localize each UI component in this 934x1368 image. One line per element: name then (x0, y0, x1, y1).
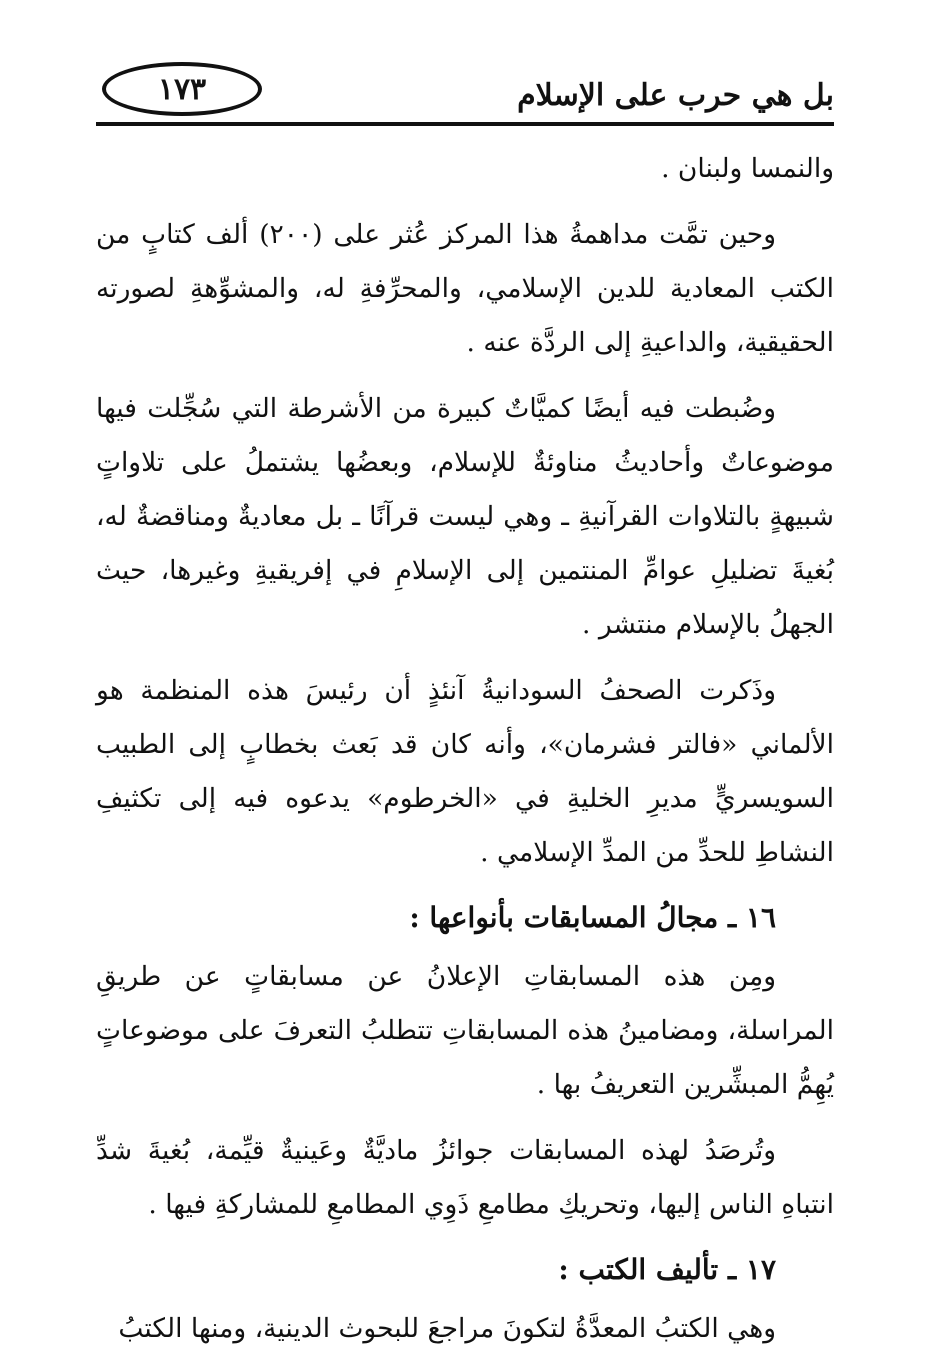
page-number-badge: ١٧٣ (102, 62, 262, 116)
page-body (96, 142, 834, 1368)
paragraph-books: وهي الكتبُ المعدَّةُ لتكونَ مراجعَ للبحوث الدينية، ومنها الكتبُ (118, 1313, 776, 1344)
page-header (96, 58, 834, 128)
header-rule (96, 122, 834, 126)
paragraph-continuation: والنمسا ولبنان . (661, 153, 834, 184)
running-title: بل هي حرب على الإسلام (517, 78, 834, 113)
paragraph-raid: وحين تمَّت مداهمةُ هذا المركز عُثر على (٢٠٠) ألف كتابٍ من الكتب المعادية للدين الإسلامي، والمحرِّفةِ له، والمشوِّهةِ لصورته الحقيقية، والداعيةِ إلى الردَّة عنه . (96, 219, 834, 358)
section-heading-17: ١٧ ـ تأليف الكتب : (558, 1253, 776, 1286)
paragraph-newspapers: وذَكرت الصحفُ السودانيةُ آنئذٍ أن رئيسَ هذه المنظمة هو الألماني «فالتر فشرمان»، وأنه كان قد بَعث بخطابٍ إلى الطبيب السويسريٍّ مديرِ الخليةِ في «الخرطوم» يدعوه فيه إلى تكثيفِ النشاطِ للحدِّ من المدِّ الإسلامي . (96, 675, 834, 868)
paragraph-tapes: وضُبطت فيه أيضًا كميَّاتٌ كبيرة من الأشرطة التي سُجِّلت فيها موضوعاتٌ وأحاديثُ مناوئةٌ للإسلام، وبعضُها يشتملُ على تلاواتٍ شبيهةٍ بالتلاوات القرآنيةِ ـ وهي ليست قرآنًا ـ بل معاديةٌ ومناقضةٌ له، بُغيةَ تضليلِ عوامِّ المنتمين إلى الإسلامِ في إفريقيةِ وغيرها، حيث الجهلُ بالإسلام منتشر . (96, 393, 834, 640)
paragraph-competitions: ومِن هذه المسابقاتِ الإعلانُ عن مسابقاتٍ عن طريقِ المراسلة، ومضامينُ هذه المسابقاتِ تتطلبُ التعرفَ على موضوعاتٍ يُهِمُّ المبشِّرين التعريفُ بها . (96, 961, 834, 1100)
paragraph-prizes: وتُرصَدُ لهذه المسابقات جوائزُ ماديَّةٌ وعَينيةٌ قيِّمة، بُغيةَ شدِّ انتباهِ الناس إليها، وتحريكِ مطامعِ ذَوِي المطامعِ للمشاركةِ فيها . (96, 1135, 834, 1220)
section-heading-16: ١٦ ـ مجالُ المسابقات بأنواعها : (409, 901, 776, 934)
